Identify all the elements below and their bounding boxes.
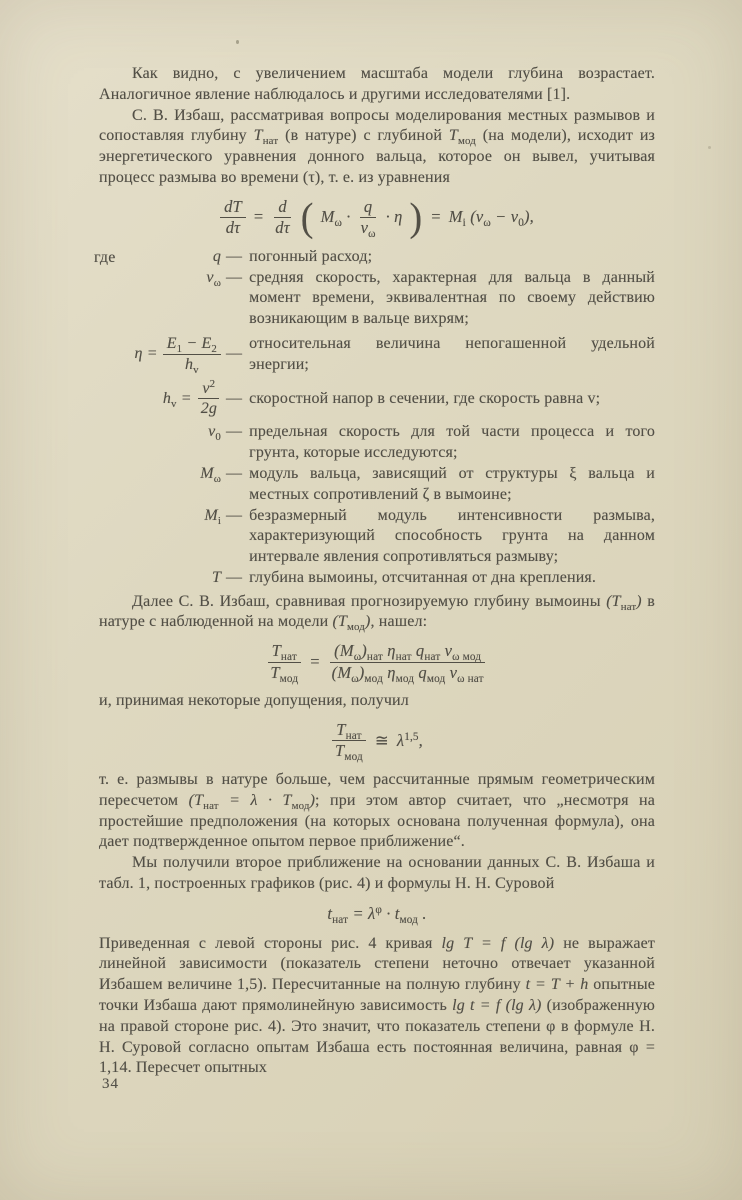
dash: —	[226, 423, 243, 441]
rhs-fraction: $\frac{(M_\omega)_{нат} \eta_{нат} q_{нат} v_{\omega мод}}{(M_\omega)_{мод} \eta_{мод} q_{мод} v_{\omega нат}}$	[331, 641, 484, 685]
definitions-list	[94, 247, 655, 589]
page-content	[94, 64, 656, 1079]
text-run: Далее С. В. Избаш, сравнивая прогнозируемую глубину вымоины	[132, 592, 607, 610]
approx-sign: ≅	[374, 730, 389, 750]
lhs-fraction: $\frac{T_{нат}}{T_{мод}}$	[266, 642, 302, 682]
paragraph-izbash-comparison	[99, 592, 655, 634]
def-row-hv	[99, 377, 655, 419]
def-row-v-omega	[99, 268, 655, 330]
paragraph-izbash-setup	[99, 106, 655, 189]
def-term: q	[212, 247, 221, 265]
def-description: модуль вальца, зависящий от структуры ξ вальца и местных сопротивлений ζ в вымоине;	[249, 464, 655, 503]
dash: —	[226, 247, 243, 265]
where-label: где	[94, 248, 116, 266]
equals-sign: =	[310, 651, 320, 671]
text-run: (на модели), исходит из энергетического уравнения донного вальца, которое он вывел, учитывая процесс размыва во времени (τ), т. е. из уравнения	[99, 127, 655, 186]
def-term: $v_\omega$	[206, 268, 221, 289]
def-term: T	[211, 568, 221, 586]
def-term: $M_\omega$	[200, 464, 221, 485]
page-number: 34	[102, 1076, 119, 1092]
fraction-dT-dtau: $\frac{dT}{d\tau}$	[220, 198, 246, 238]
text-run: в натуре с наблюденной на модели	[99, 592, 656, 631]
dash: —	[226, 464, 243, 482]
dash: —	[226, 568, 243, 586]
dash: —	[226, 506, 243, 524]
def-term: $M_i$	[204, 506, 221, 527]
expression: $t_{нат} = \lambda^\varphi \cdot t_{мод}$ .	[327, 903, 427, 926]
formula-lambda-power	[99, 720, 655, 764]
equals-sign: =	[431, 207, 441, 227]
text-run: Мы получили второе приближение на основании данных С. В. Избаша и табл. 1, построенных графиков (рис. 4) и формулы Н. Н. Суровой	[99, 854, 655, 892]
def-row-t	[99, 568, 655, 589]
fraction-q-v: $\frac{q}{v_\omega}$	[360, 196, 376, 241]
text-run: не выражает линейной зависимости (показатель степени неточно отвечает указанной Избашем величине 1,5). Пересчитанные на полную глубину	[99, 934, 655, 994]
rhs-expression: $\lambda^{1,5}$,	[396, 730, 423, 750]
text-run: ; при этом автор считает, что „несмотря на простейшие предположения (на которых основана полученная формула), она дает подтвержденное опытом первое приближение“.	[99, 791, 655, 851]
def-description: безразмерный модуль интенсивности размыва, характеризующий способность грунта на данном интервале явления сопротивляться размыву;	[249, 506, 655, 566]
def-row-m-omega	[99, 464, 655, 506]
paragraph-assumptions	[99, 691, 655, 712]
def-row-eta	[99, 334, 655, 376]
def-row-mi	[99, 506, 655, 568]
text-run: опытные точки Избаша дают прямолинейную зависимость	[99, 976, 656, 1014]
inline-formula: lg t = f (lg λ)	[452, 996, 542, 1014]
text-run: (в натуре) с глубиной	[278, 127, 449, 145]
inline-formula: t = T + h	[525, 976, 589, 994]
text-run: С. В. Избаш, рассматривая вопросы моделирования местных размывов и сопоставляя глубину	[99, 106, 655, 145]
paragraph-second-approximation	[99, 853, 655, 895]
def-description: глубина вымоины, отсчитанная от дна крепления.	[249, 568, 597, 586]
fraction-d-dtau: $\frac{d}{d\tau}$	[275, 196, 290, 238]
inline-formula: $T_{нат}$	[253, 127, 279, 148]
factor-m-omega: $M_\omega$ ·	[320, 207, 351, 230]
inline-formula: lg T = f (lg λ)	[441, 934, 555, 952]
paragraph-intro	[99, 64, 655, 106]
inline-formula: $(T_{мод})$	[332, 613, 371, 634]
text-run: (изображенную на правой стороне рис. 4). Это значит, что показатель степени φ в формуле Н. Н. Суровой согласно опытам Избаша есть постоянная величина, равная φ = 1,14. Пересчет опытных	[99, 996, 656, 1077]
def-row-v0	[99, 422, 655, 464]
formula-ratio-full	[99, 641, 655, 685]
dash: —	[226, 345, 243, 363]
def-description: средняя скорость, характерная для вальца в данный момент времени, эквивалентная по своему действию возникающим в вальце вихрям;	[249, 268, 655, 328]
paragraph-figure-analysis	[99, 934, 655, 1080]
formula-surova	[99, 904, 655, 925]
paragraph-discussion	[99, 770, 655, 853]
equals-sign: =	[253, 207, 264, 227]
def-term: $v_0$	[208, 423, 221, 444]
text-run: и, принимая некоторые допущения, получил	[99, 692, 409, 710]
def-term: $h_v$ = $\frac{v^2}{2g}$	[99, 380, 221, 419]
scan-speck	[708, 146, 711, 149]
right-paren: )	[409, 195, 423, 240]
def-description: относительная величина непогашенной удельной энергии;	[249, 334, 655, 373]
lhs-fraction: $\frac{T_{нат}}{T_{мод}}$	[331, 721, 367, 761]
fraction-velocity-head: $\frac{v^2}{2g}$	[197, 380, 221, 419]
def-term: η = $\frac{E_1 - E_2}{h_v}$	[99, 335, 221, 374]
text-run: Приведенная с левой стороны рис. 4 кривая	[99, 934, 442, 952]
def-description: предельная скорость для той части процесса и того грунта, которые исследуются;	[249, 423, 655, 462]
fraction-energy: $\frac{E_1 - E_2}{h_v}$	[163, 335, 221, 374]
scan-speck	[236, 40, 239, 44]
dash: —	[226, 389, 243, 407]
factor-eta: · η	[385, 207, 403, 227]
text-run: Как видно, с увеличением масштаба модели глубина возрастает. Аналогичное явление наблюдалось и другими исследователями [1].	[99, 65, 655, 103]
def-description: погонный расход;	[249, 247, 373, 265]
rhs-expression: $M_i$ $(v_\omega - v_0)$,	[448, 207, 534, 230]
inline-formula: $T_{мод}$	[448, 127, 476, 148]
formula-energy-equation	[99, 195, 655, 241]
def-description: скоростной напор в сечении, где скорость равна v;	[249, 389, 601, 407]
dash: —	[226, 268, 243, 286]
text-run: , нашел:	[370, 613, 428, 631]
left-paren: (	[300, 195, 314, 240]
inline-formula: $(T_{нат})$	[606, 592, 642, 613]
def-row-q	[99, 247, 655, 268]
text-run: т. е. размывы в натуре больше, чем рассчитанные прямым геометрическим пересчетом	[99, 770, 655, 809]
inline-formula: $(T_{нат} = \lambda \cdot T_{мод})$	[188, 791, 316, 812]
